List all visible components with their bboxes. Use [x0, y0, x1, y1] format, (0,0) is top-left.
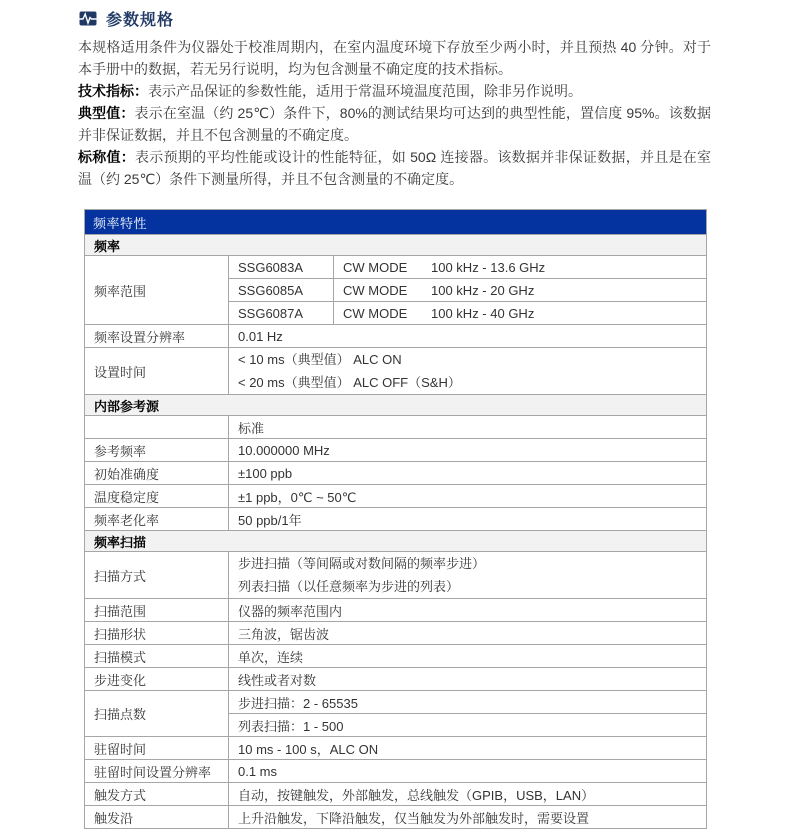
spec-value-cell: 仪器的频率范围内	[229, 599, 707, 622]
frequency-range-value: 100 kHz - 20 GHz	[431, 282, 535, 298]
model-name-cell: SSG6087A	[229, 302, 334, 325]
spec-value-cell: 三角波，锯齿波	[229, 622, 707, 645]
spec-value-cell: 标准	[229, 416, 707, 439]
spec-table	[84, 209, 707, 829]
page-title	[78, 6, 711, 30]
table-row	[85, 348, 707, 395]
spec-value-cell: 0.1 ms	[229, 760, 707, 783]
table-row	[85, 552, 707, 599]
spec-value-cell: 列表扫描：1 - 500	[229, 714, 707, 737]
table-row	[85, 691, 707, 714]
table-row	[85, 508, 707, 531]
spec-label-cell: 步进变化	[85, 668, 229, 691]
spec-value-cell: 0.01 Hz	[229, 325, 707, 348]
spec-value-cell: 10.000000 MHz	[229, 439, 707, 462]
spec-label-cell: 参考频率	[85, 439, 229, 462]
spec-label-cell: 设置时间	[85, 348, 229, 395]
spec-label-cell: 驻留时间	[85, 737, 229, 760]
table-row	[85, 668, 707, 691]
intro-paragraph: 典型值：表示在室温（约 25℃）条件下，80%的测试结果均可达到的典型性能，置信度 95%。该数据并非保证数据，并且不包含测量的不确定度。	[78, 105, 711, 143]
table-row	[85, 485, 707, 508]
table-title: 频率特性	[85, 210, 707, 235]
table-row	[85, 462, 707, 485]
table-row	[85, 645, 707, 668]
spec-label-cell: 初始准确度	[85, 462, 229, 485]
intro-paragraph: 技术指标：表示产品保证的参数性能，适用于常温环境温度范围，除非另作说明。	[78, 83, 582, 99]
section-row	[85, 235, 707, 256]
section-row	[85, 395, 707, 416]
cw-mode-label: CW MODE	[343, 305, 408, 321]
table-row	[85, 325, 707, 348]
table-row	[85, 416, 707, 439]
spec-label-cell: 扫描点数	[85, 691, 229, 737]
spec-value-cell: 50 ppb/1年	[229, 508, 707, 531]
spec-label-cell: 频率范围	[85, 256, 229, 325]
section-row	[85, 531, 707, 552]
spec-value-cell	[229, 348, 707, 395]
table-title-bar	[85, 210, 707, 235]
model-row	[85, 256, 707, 279]
spec-label-cell: 扫描形状	[85, 622, 229, 645]
table-row	[85, 783, 707, 806]
term-label: 典型值：	[78, 105, 135, 121]
spec-value-cell: 线性或者对数	[229, 668, 707, 691]
frequency-range-value: 100 kHz - 13.6 GHz	[431, 259, 546, 275]
intro-paragraph: 本规格适用条件为仪器处于校准周期内，在室内温度环境下存放至少两小时，并且预热 40 分钟。对于本手册中的数据，若无另行说明，均为包含测量不确定度的技术指标。	[78, 39, 711, 77]
spec-label-cell: 触发方式	[85, 783, 229, 806]
frequency-range-cell	[334, 302, 707, 325]
section-header-cell: 内部参考源	[85, 395, 707, 416]
spec-label-cell: 扫描模式	[85, 645, 229, 668]
table-row	[85, 737, 707, 760]
spec-label-cell: 频率设置分辨率	[85, 325, 229, 348]
spec-value-cell: 单次，连续	[229, 645, 707, 668]
term-label: 技术指标：	[78, 83, 148, 99]
section-header-cell: 频率	[85, 235, 707, 256]
table-row	[85, 439, 707, 462]
intro-paragraphs	[78, 36, 711, 190]
page-title-text: 参数规格	[106, 11, 175, 29]
model-name-cell: SSG6083A	[229, 256, 334, 279]
frequency-range-value: 100 kHz - 40 GHz	[431, 305, 535, 321]
frequency-range-cell	[334, 256, 707, 279]
spec-label-cell: 触发沿	[85, 806, 229, 829]
spec-value-cell: ±100 ppb	[229, 462, 707, 485]
section-header-cell: 频率扫描	[85, 531, 707, 552]
waveform-icon	[78, 11, 98, 26]
frequency-range-cell	[334, 279, 707, 302]
spec-value-cell: 自动，按键触发，外部触发，总线触发（GPIB，USB，LAN）	[229, 783, 707, 806]
spec-label-cell	[85, 416, 229, 439]
spec-label-cell: 扫描方式	[85, 552, 229, 599]
term-label: 标称值：	[78, 149, 136, 165]
table-row	[85, 622, 707, 645]
spec-value-cell	[229, 552, 707, 599]
spec-value-cell: 步进扫描：2 - 65535	[229, 691, 707, 714]
model-name-cell: SSG6085A	[229, 279, 334, 302]
spec-label-cell: 扫描范围	[85, 599, 229, 622]
intro-paragraph: 标称值：表示预期的平均性能或设计的性能特征，如 50Ω 连接器。该数据并非保证数据，并且是在室温（约 25℃）条件下测量所得，并且不包含测量的不确定度。	[78, 149, 711, 187]
cw-mode-label: CW MODE	[343, 259, 408, 275]
spec-value-cell: ±1 ppb，0℃ ~ 50℃	[229, 485, 707, 508]
spec-value-cell: 10 ms - 100 s，ALC ON	[229, 737, 707, 760]
cw-mode-label: CW MODE	[343, 282, 408, 298]
spec-label-cell: 频率老化率	[85, 508, 229, 531]
spec-value-line: 列表扫描（以任意频率为步进的列表）	[238, 579, 460, 594]
table-row	[85, 599, 707, 622]
spec-label-cell: 驻留时间设置分辨率	[85, 760, 229, 783]
spec-value-line: < 10 ms（典型值） ALC ON	[238, 352, 402, 367]
table-row	[85, 760, 707, 783]
spec-label-cell: 温度稳定度	[85, 485, 229, 508]
spec-value-cell: 上升沿触发，下降沿触发，仅当触发为外部触发时，需要设置	[229, 806, 707, 829]
spec-value-line: 步进扫描（等间隔或对数间隔的频率步进）	[238, 556, 486, 571]
spec-value-line: < 20 ms（典型值） ALC OFF（S&H）	[238, 375, 461, 390]
table-row	[85, 806, 707, 829]
